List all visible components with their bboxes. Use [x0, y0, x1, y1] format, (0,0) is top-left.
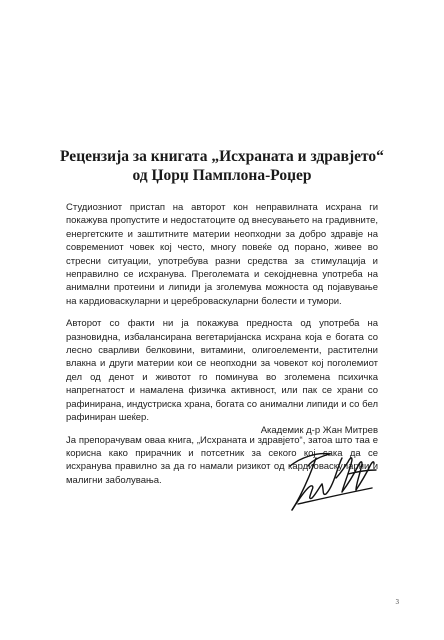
review-title-line-2: од Џорџ Памплона-Роџер: [132, 167, 312, 184]
review-title: [40, 147, 404, 185]
review-paragraph-3: Ја препорачувам оваа книга, „Исхраната и здравјето“, затоа што таа е корисна како прирачник и потсетник за секого кој сака да се исхранува правилно за да го намали ризикот од кардиоваскуларни и малигни заболувања.: [66, 434, 378, 486]
page-number: 3: [395, 598, 399, 606]
review-paragraph-1: Студиозниот пристап на авторот кон неправилната исхрана ги покажува пропустите и недостатоците од внесувањето на градивните, енергетските и заштитните материи неопходни за добро здравје на современиот човек кој често, многу повеќе од порано, живее во стресни ситуации, употребува разни средства за стимулација и неправилно се исхранува. Преголемата и секојдневна употреба на анимални протеини и липиди ја зголемува можноста од појавување на кардиоваскуларни и цереброваскуларни болести и тумори.: [66, 202, 378, 307]
review-title-line-1: Рецензија за книгата „Исхраната и здравјето“: [60, 148, 384, 165]
handwritten-signature: [286, 444, 382, 516]
review-paragraph-2: Авторот со факти ни ја покажува предноста од употреба на разновидна, избалансирана вегетаријанска исхрана која е богата со лесно сварливи белковини, витамини, олигоелементи, растителни влакна и други материи кои се неопходни за човекот кој поголемиот дел од денот и животот го поминува во зголемена психичка напрегнатост и намалена физичка активност, или пак се храни со рафинирана, индустриска храна, богата со анимални липиди и со бел рафиниран шеќер.: [66, 318, 378, 424]
signatory-name: Академик д-р Жан Митрев: [260, 425, 378, 436]
